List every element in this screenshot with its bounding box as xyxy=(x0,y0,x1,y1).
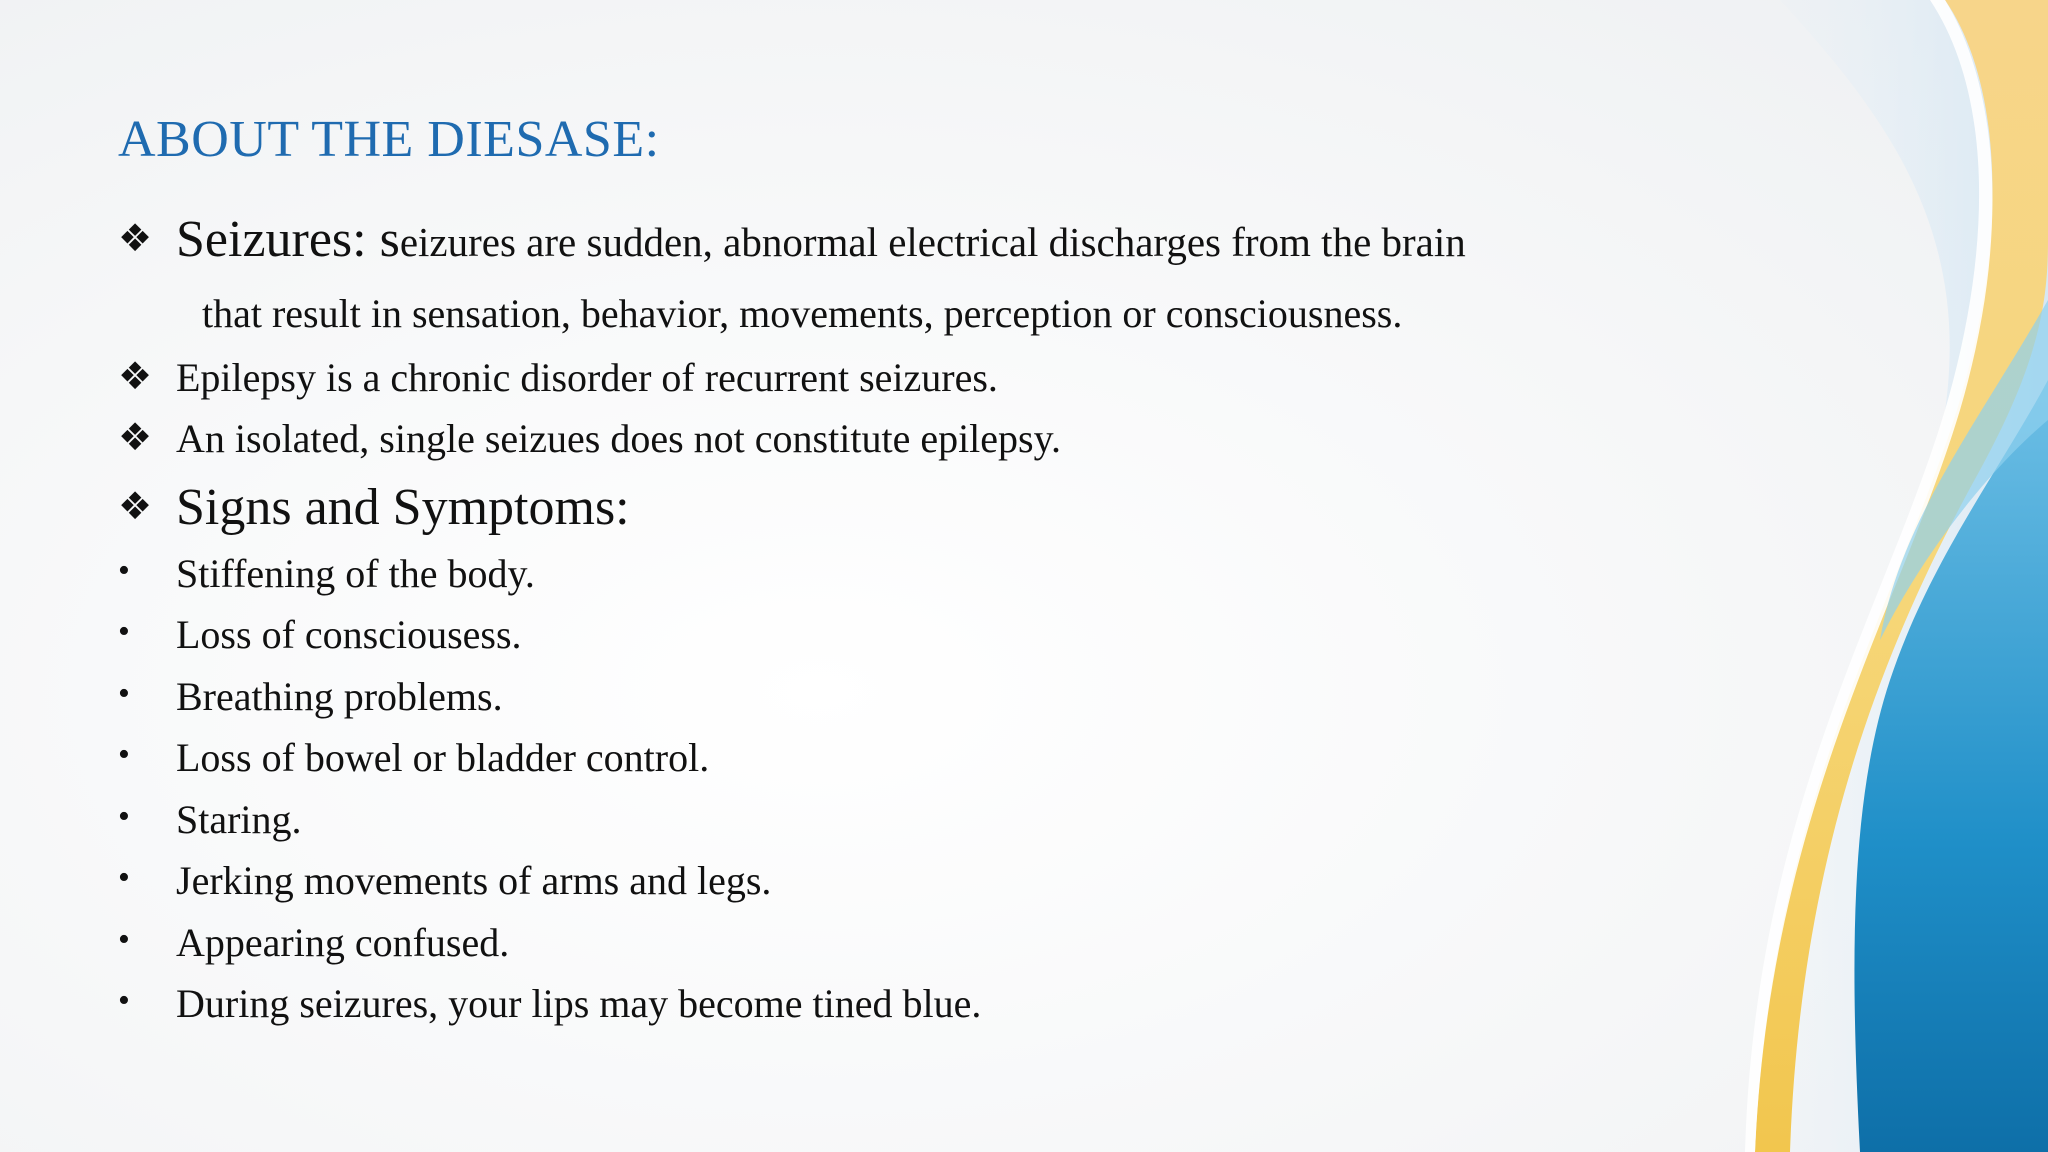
diamond-bullet-icon: ❖ xyxy=(118,415,153,459)
diamond-bullet-icon: ❖ xyxy=(118,484,153,528)
diamond-bullet-icon: ❖ xyxy=(118,216,153,260)
symptom-text: Appearing confused. xyxy=(176,920,510,965)
symptom-text: Breathing problems. xyxy=(176,674,503,719)
seizures-label: Seizures: s xyxy=(176,211,400,268)
seizures-text: eizures are sudden, abnormal electrical discharges from the brain xyxy=(399,219,1466,265)
symptom-text: Loss of consciousess. xyxy=(176,612,522,657)
slide-title: ABOUT THE DIESASE: xyxy=(118,111,660,168)
point-text: Epilepsy is a chronic disorder of recurrent seizures. xyxy=(176,355,998,400)
bullet-icon: • xyxy=(118,736,130,773)
point-text: An isolated, single seizues does not constitute epilepsy. xyxy=(176,416,1062,461)
bullet-icon: • xyxy=(118,675,130,712)
symptom-text: Stiffening of the body. xyxy=(176,551,535,596)
signs-heading-text: Signs and Symptoms: xyxy=(176,479,630,536)
bullet-icon: • xyxy=(118,982,130,1019)
symptom-text: During seizures, your lips may become tined blue. xyxy=(176,981,982,1026)
bullet-icon: • xyxy=(118,921,130,958)
bullet-icon: • xyxy=(118,613,130,650)
diamond-bullet-icon: ❖ xyxy=(118,354,153,398)
seizures-continuation: that result in sensation, behavior, movements, perception or consciousness. xyxy=(202,291,1403,336)
symptom-text: Staring. xyxy=(176,797,302,842)
symptom-text: Jerking movements of arms and legs. xyxy=(176,858,772,903)
symptom-text: Loss of bowel or bladder control. xyxy=(176,735,710,780)
bullet-icon: • xyxy=(118,859,130,896)
bullet-icon: • xyxy=(118,552,130,589)
bullet-icon: • xyxy=(118,798,130,835)
